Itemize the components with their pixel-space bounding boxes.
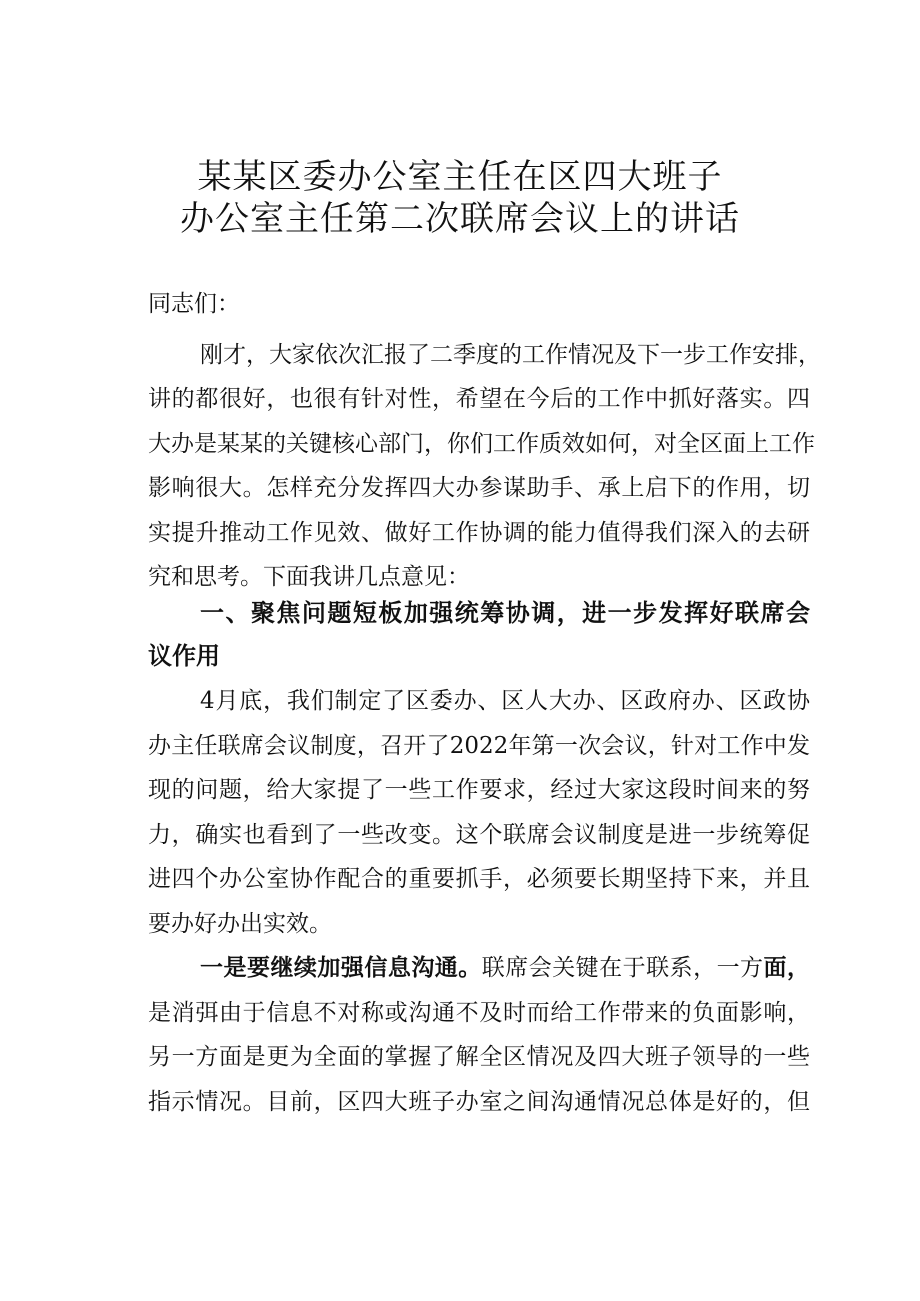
paragraph-3-line-2: 是消弭由于信息不对称或沟通不及时而给工作带来的负面影响， bbox=[148, 1000, 810, 1026]
paragraph-1-line-4: 影响很大。怎样充分发挥四大办参谋助手、承上启下的作用，切 bbox=[148, 475, 810, 501]
paragraph-3-line-4: 指示情况。目前，区四大班子办室之间沟通情况总体是好的，但 bbox=[148, 1089, 810, 1115]
paragraph-1-line-5: 实提升推动工作见效、做好工作协调的能力值得我们深入的去研 bbox=[148, 520, 810, 546]
document-title-line-1: 某某区委办公室主任在区四大班子 bbox=[197, 157, 723, 197]
paragraph-1-line-6: 究和思考。下面我讲几点意见： bbox=[148, 564, 470, 590]
section-heading-1-line-2: 议作用 bbox=[148, 642, 220, 670]
paragraph-3-line-1 bbox=[200, 952, 810, 984]
paragraph-1-line-3: 大办是某某的关键核心部门，你们工作质效如何，对全区面上工作 bbox=[148, 431, 815, 457]
paragraph-1-line-2: 讲的都很好，也很有针对性，希望在今后的工作中抓好落实。四 bbox=[148, 386, 810, 412]
paragraph-3-line-1-text: 联席会关键在于联系，一方 bbox=[481, 955, 764, 981]
paragraph-2-line-1: 4月底，我们制定了区委办、区人大办、区政府办、区政协 bbox=[200, 688, 810, 714]
paragraph-2-line-5: 进四个办公室协作配合的重要抓手，必须要长期坚持下来，并且 bbox=[148, 866, 810, 892]
paragraph-2-line-3: 现的问题，给大家提了一些工作要求，经过大家这段时间来的努 bbox=[148, 777, 810, 803]
salutation: 同志们： bbox=[148, 291, 240, 317]
paragraph-2-line-2: 办主任联席会议制度，召开了2022年第一次会议，针对工作中发 bbox=[148, 733, 810, 759]
paragraph-3-line-1-end: 面， bbox=[763, 955, 811, 981]
document-title-line-2: 办公室主任第二次联席会议上的讲话 bbox=[180, 199, 740, 239]
paragraph-3-line-3: 另一方面是更为全面的掌握了解全区情况及四大班子领导的一些 bbox=[148, 1044, 810, 1070]
paragraph-2-line-6: 要办好办出实效。 bbox=[148, 911, 332, 937]
paragraph-3-lead: 一是要继续加强信息沟通。 bbox=[200, 955, 482, 981]
paragraph-1-line-1: 刚才，大家依次汇报了二季度的工作情况及下一步工作安排， bbox=[200, 342, 821, 368]
section-heading-1-line-1: 一、聚焦问题短板加强统筹协调，进一步发挥好联席会 bbox=[200, 599, 810, 627]
paragraph-2-line-4: 力，确实也看到了一些改变。这个联席会议制度是进一步统筹促 bbox=[148, 822, 810, 848]
